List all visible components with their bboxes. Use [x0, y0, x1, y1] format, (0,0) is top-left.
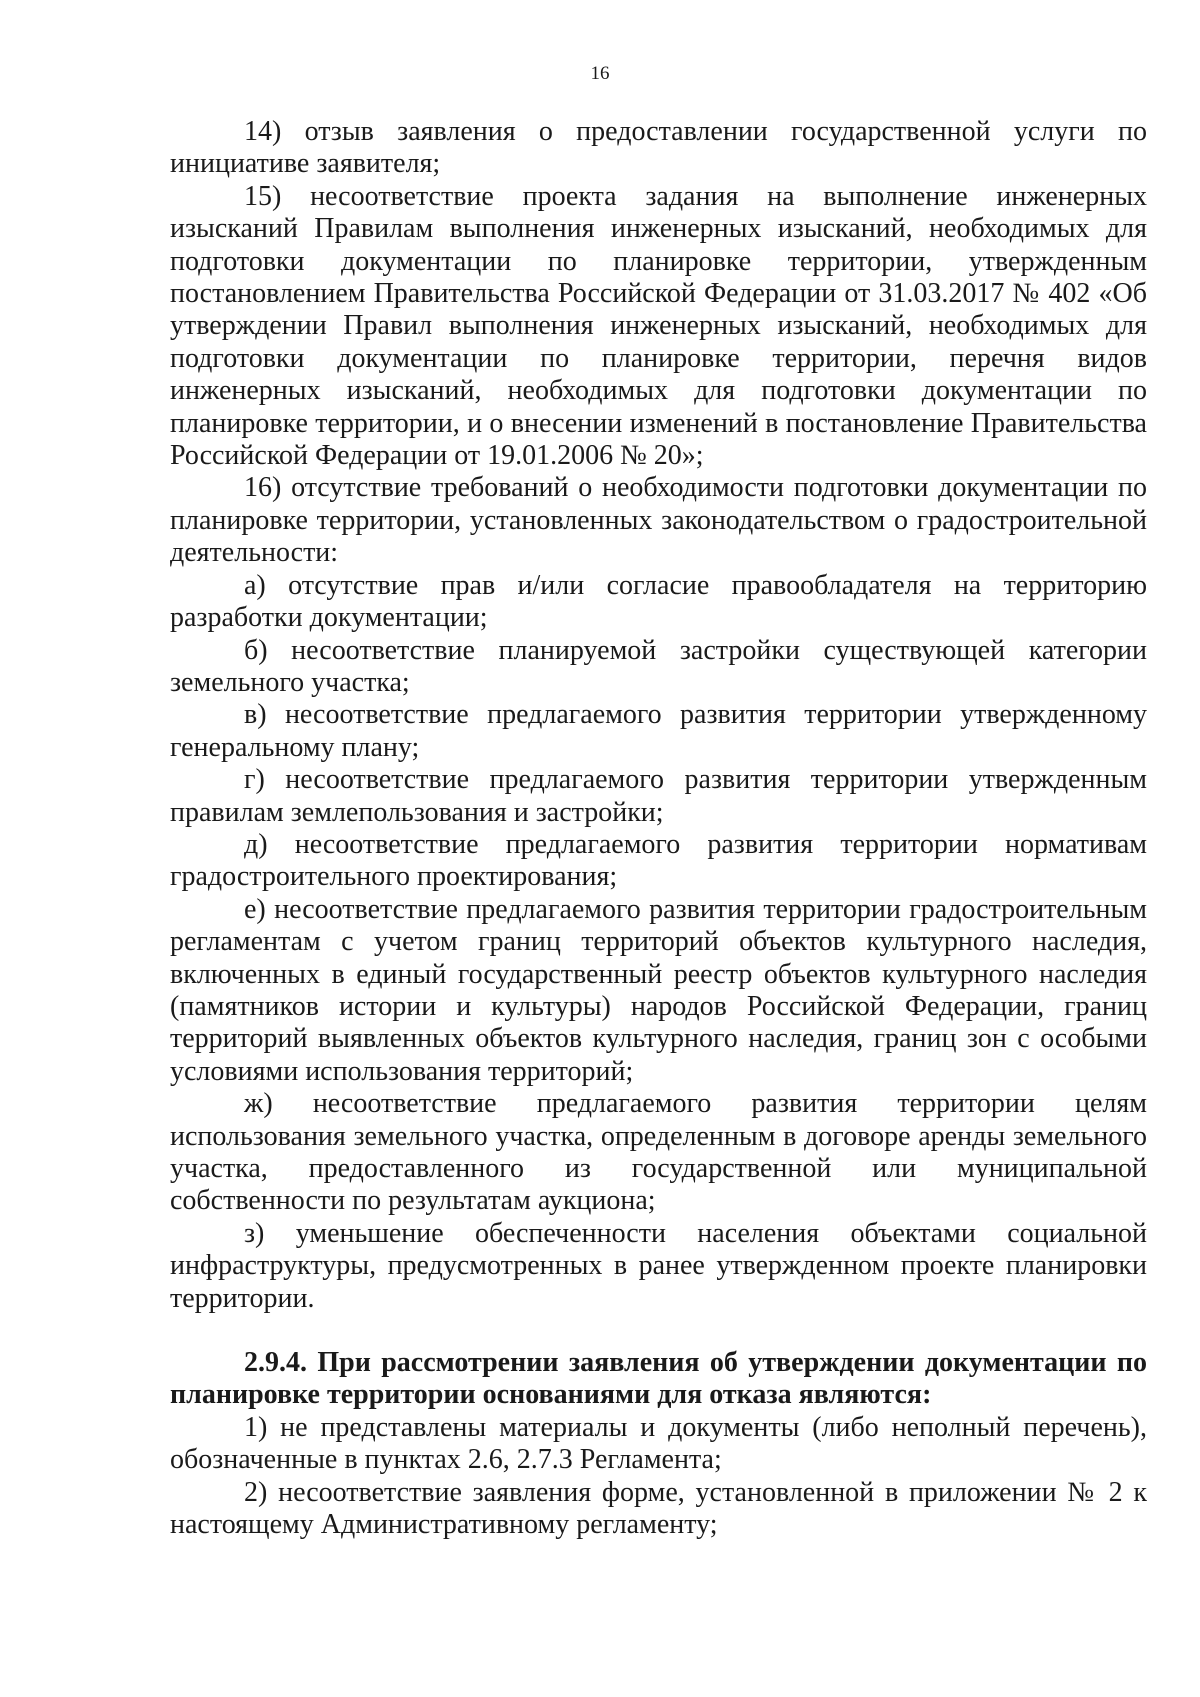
page-number: 16 [590, 63, 610, 84]
paragraph-item-16: 16) отсутствие требований о необходимости подготовки документации по планировке территории, установленных законодательством о градостроительной деятельности: [170, 472, 1147, 569]
subitem-zh: ж) несоответствие предлагаемого развития территории целям использования земельного участка, определенным в договоре аренды земельного участка, предоставленного из государственной или муниципальной собственности по результатам аукциона; [170, 1088, 1147, 1217]
subitem-g: г) несоответствие предлагаемого развития территории утвержденным правилам землепользования и застройки; [170, 764, 1147, 828]
document-body [170, 116, 1147, 1541]
subitem-v: в) несоответствие предлагаемого развития территории утвержденному генеральному плану; [170, 699, 1147, 763]
subitem-e: е) несоответствие предлагаемого развития территории градостроительным регламентам с учетом границ территорий объектов культурного наследия, включенных в единый государственный реестр объектов культурного наследия (памятников истории и культуры) народов Российской Федерации, границ территорий выявленных объектов культурного наследия, границ зон с особыми условиями использования территорий; [170, 893, 1147, 1087]
section-item-1: 1) не представлены материалы и документы (либо неполный перечень), обозначенные в пунктах 2.6, 2.7.3 Регламента; [170, 1411, 1147, 1476]
paragraph-item-14: 14) отзыв заявления о предоставлении государственной услуги по инициативе заявителя; [170, 116, 1147, 180]
subitem-b: б) несоответствие планируемой застройки существующей категории земельного участка; [170, 634, 1147, 698]
paragraph-item-15: 15) несоответствие проекта задания на выполнение инженерных изысканий Правилам выполнения инженерных изысканий, необходимых для подготовки документации по планировке территории, утвержденным постановлением Правительства Российской Федерации от 31.03.2017 № 402 «Об утверждении Правил выполнения инженерных изысканий, необходимых для подготовки документации по планировке территории, перечня видов инженерных изысканий, необходимых для подготовки документации по планировке территории, и о внесении изменений в постановление Правительства Российской Федерации от 19.01.2006 № 20»; [170, 180, 1147, 472]
subitem-z: з) уменьшение обеспеченности населения объектами социальной инфраструктуры, предусмотренных в ранее утвержденном проекте планировки территории. [170, 1217, 1147, 1314]
section-heading: 2.9.4. При рассмотрении заявления об утверждении документации по планировке территории основаниями для отказа являются: [170, 1347, 1147, 1411]
section-item-2: 2) несоответствие заявления форме, установленной в приложении № 2 к настоящему Административному регламенту; [170, 1476, 1147, 1541]
subitem-a: а) отсутствие прав и/или согласие правообладателя на территорию разработки документации; [170, 569, 1147, 634]
subitem-d: д) несоответствие предлагаемого развития территории нормативам градостроительного проектирования; [170, 828, 1147, 893]
